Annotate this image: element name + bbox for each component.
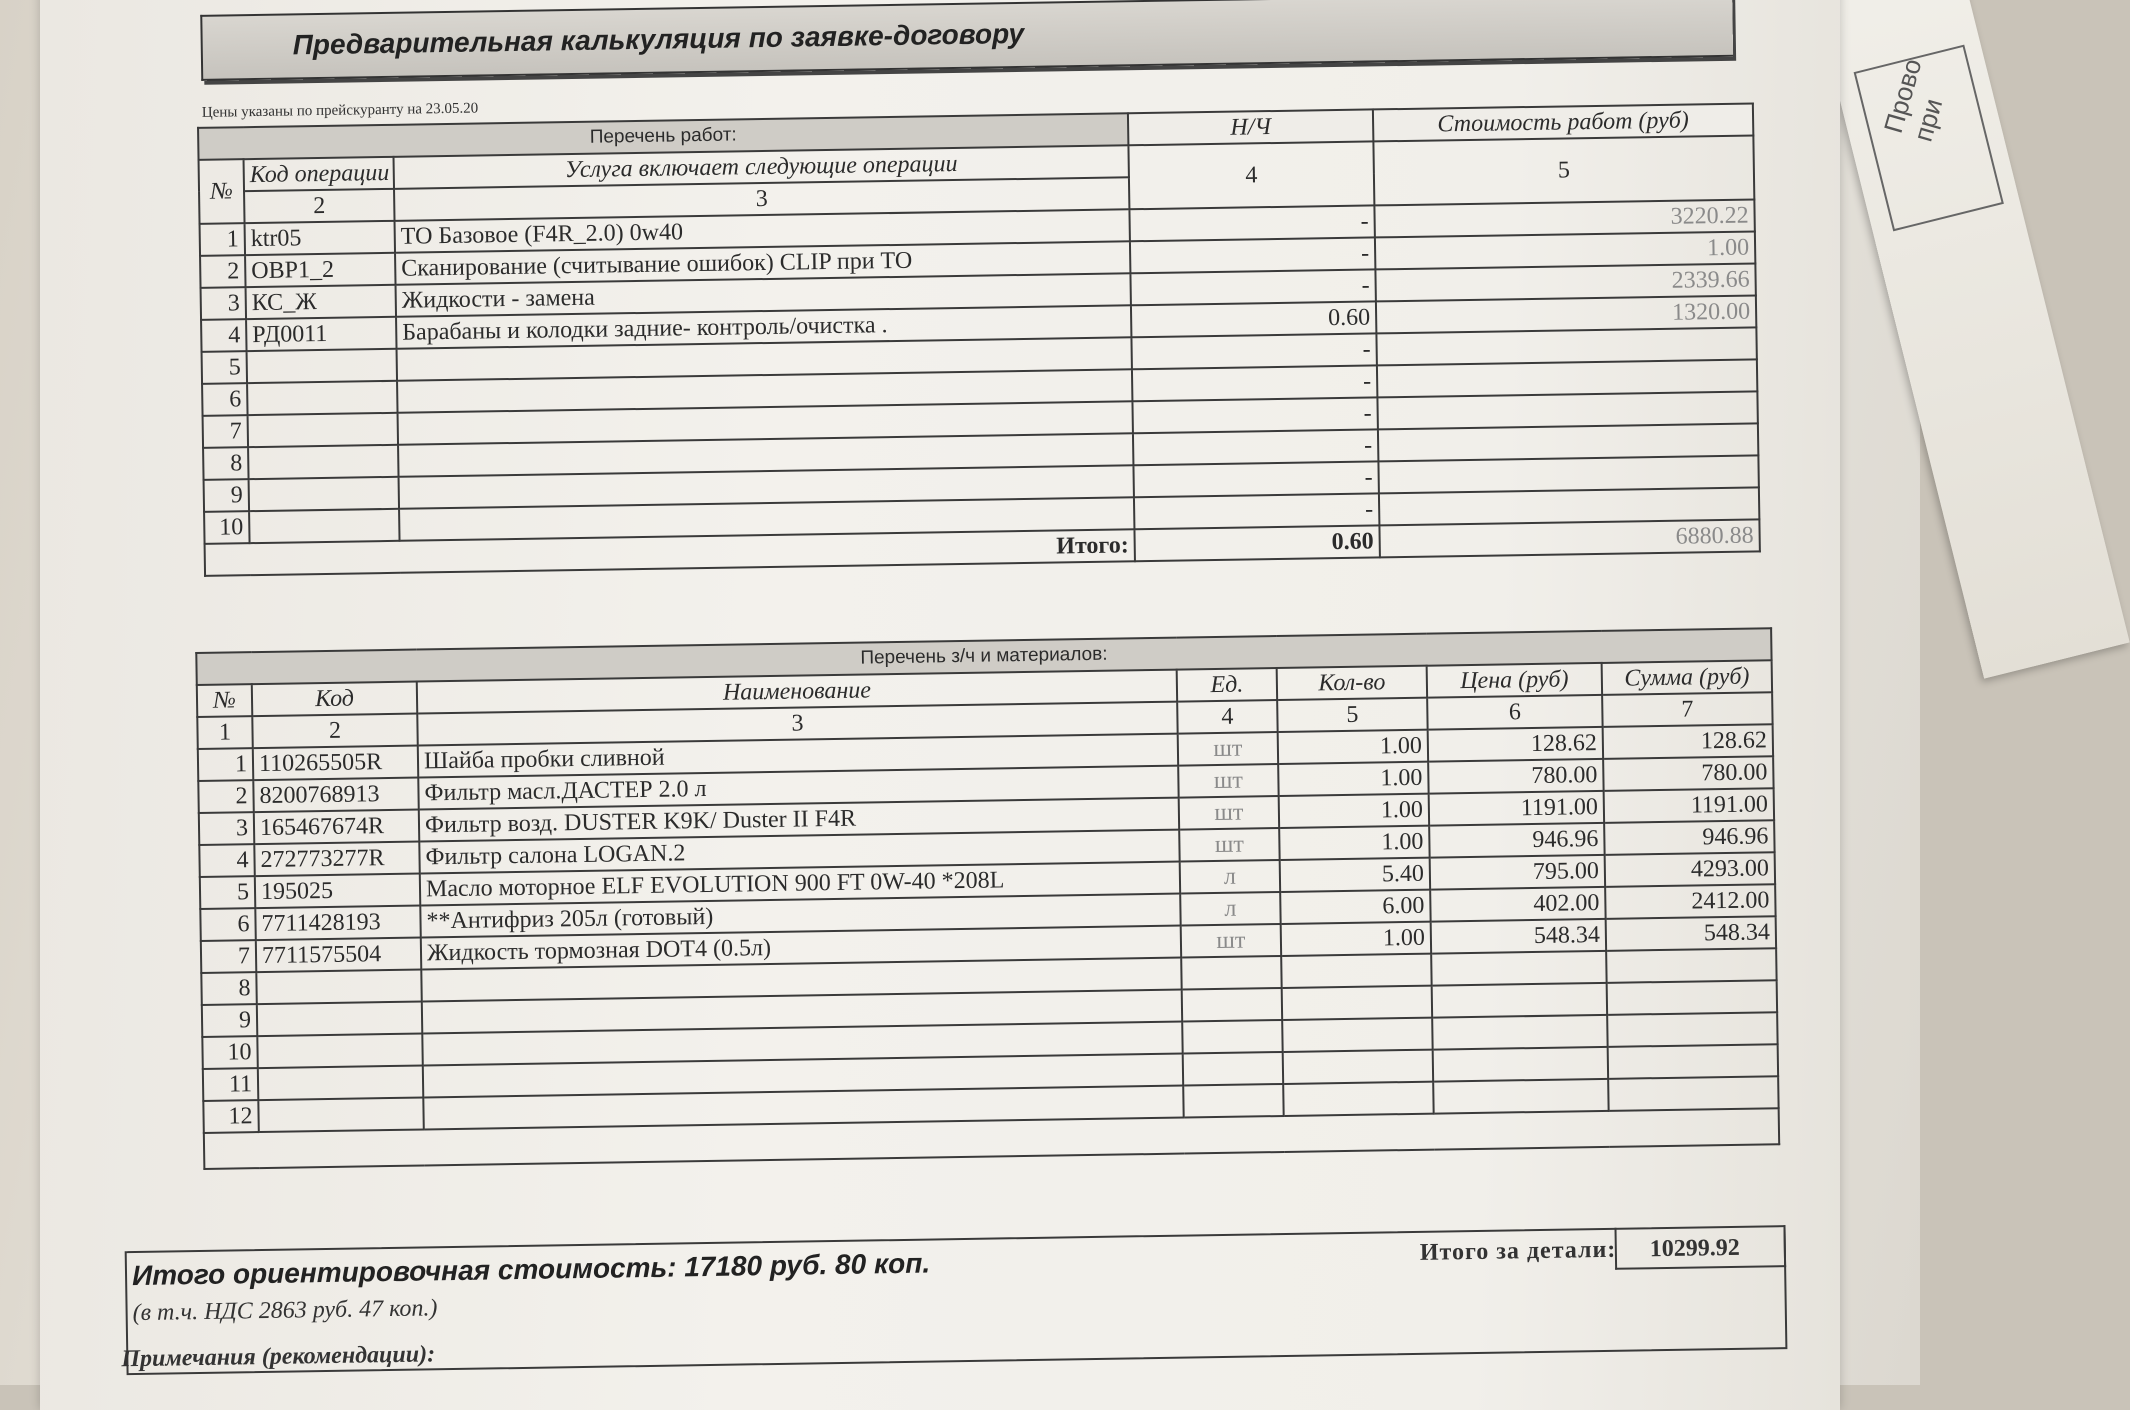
parts-row-code: [256, 970, 421, 1005]
parts-row-sum: [1608, 1076, 1779, 1111]
document-title: Предварительная калькуляция по заявке-договору: [292, 17, 1025, 61]
parts-row-price: 402.00: [1430, 887, 1605, 922]
parts-row-name: Шайба пробки сливной: [418, 734, 1178, 778]
parts-row-no: 12: [203, 1100, 258, 1133]
parts-colnum: 5: [1277, 698, 1427, 732]
parts-row-qty: 1.00: [1279, 826, 1429, 860]
parts-row-unit: шт: [1181, 924, 1281, 958]
works-header-cost: Стоимость работ (руб): [1373, 103, 1753, 141]
parts-row-unit: шт: [1179, 828, 1279, 862]
works-row-no: 4: [201, 319, 246, 352]
works-row-hours: -: [1131, 333, 1376, 369]
parts-row-sum: [1606, 948, 1777, 983]
parts-header-cell: Наименование: [417, 670, 1177, 714]
parts-row-no: 6: [200, 908, 255, 941]
parts-colnum: 7: [1602, 692, 1773, 727]
parts-row-price: [1433, 1047, 1608, 1082]
parts-row-sum: 128.62: [1603, 724, 1774, 759]
parts-row-unit: шт: [1179, 796, 1279, 830]
parts-section-title: Перечень з/ч и материалов:: [196, 628, 1771, 685]
parts-row-code: [258, 1097, 423, 1132]
works-row-hours: -: [1132, 397, 1377, 433]
works-colnum: 5: [1373, 135, 1754, 205]
parts-row-price: [1432, 1015, 1607, 1050]
works-row-code: ktr05: [245, 221, 395, 255]
parts-row-name: Фильтр салона LOGAN.2: [419, 830, 1179, 874]
parts-row-code: [258, 1065, 423, 1100]
parts-row-no: 3: [199, 812, 254, 845]
parts-row-qty: 1.00: [1281, 922, 1431, 956]
works-row-code: [249, 477, 399, 511]
parts-colnum: 6: [1427, 695, 1602, 730]
parts-row-code: 7711575504: [256, 938, 421, 973]
parts-row-sum: 1191.00: [1604, 788, 1775, 823]
works-row-no: 7: [203, 415, 248, 448]
parts-row-qty: 5.40: [1280, 858, 1430, 892]
works-row-name: ТО Базовое (F4R_2.0) 0w40: [395, 209, 1130, 253]
works-row-no: 10: [204, 511, 249, 544]
works-row-hours: -: [1132, 365, 1377, 401]
works-colnum: 3: [394, 177, 1129, 221]
parts-row-name: **Антифриз 205л (готовый): [420, 894, 1180, 938]
parts-row-price: [1433, 1079, 1608, 1114]
works-total-cost: 6880.88: [1379, 519, 1759, 557]
works-row-cost: 1.00: [1375, 231, 1755, 269]
parts-row-no: 5: [200, 876, 255, 909]
works-total-label: Итого:: [205, 529, 1135, 576]
works-row-hours: -: [1130, 269, 1375, 305]
works-row-code: КС_Ж: [246, 285, 396, 319]
parts-row-unit: [1183, 1052, 1283, 1086]
total-cost-text: Итого ориентировочная стоимость: 17180 руб. 80 коп.: [131, 1247, 931, 1292]
works-row-no: 9: [204, 479, 249, 512]
vat-text: (в т.ч. НДС 2863 руб. 47 коп.): [132, 1295, 438, 1327]
parts-colnum: 1: [197, 716, 252, 749]
works-header-code: Код операции: [244, 157, 394, 191]
parts-row-qty: [1282, 1018, 1432, 1052]
parts-row-unit: [1182, 1020, 1282, 1054]
works-row-cost: 3220.22: [1374, 199, 1754, 237]
works-row-code: [248, 413, 398, 447]
works-colnum: 2: [244, 189, 394, 223]
parts-row-price: 946.96: [1429, 823, 1604, 858]
works-row-hours: -: [1130, 237, 1375, 273]
works-header-no: №: [199, 159, 245, 224]
parts-row-sum: 4293.00: [1605, 852, 1776, 887]
parts-row-no: 9: [202, 1004, 257, 1037]
parts-row-code: [257, 1001, 422, 1036]
title-bar: [200, 0, 1733, 81]
parts-row-unit: шт: [1178, 732, 1278, 766]
works-row-cost: 2339.66: [1375, 263, 1755, 301]
works-row-hours: 0.60: [1131, 301, 1376, 337]
parts-row-no: 8: [201, 972, 256, 1005]
parts-total-label: Итого за детали:: [1419, 1236, 1617, 1266]
parts-row-price: 795.00: [1430, 855, 1605, 890]
works-row-hours: -: [1133, 461, 1378, 497]
works-table: [197, 102, 1761, 576]
works-row-code: [247, 381, 397, 415]
parts-row-sum: 2412.00: [1605, 884, 1776, 919]
works-row-name: Барабаны и колодки задние- контроль/очистка .: [396, 305, 1131, 349]
works-row-no: 8: [203, 447, 248, 480]
works-row-no: 6: [202, 383, 247, 416]
parts-row-code: 110265505R: [253, 746, 418, 781]
works-row-no: 5: [202, 351, 247, 384]
parts-row-no: 7: [201, 940, 256, 973]
works-header-service: Услуга включает следующие операции: [394, 145, 1129, 189]
works-row-no: 1: [200, 223, 245, 256]
parts-row-qty: [1283, 1082, 1433, 1116]
parts-row-sum: 548.34: [1606, 916, 1777, 951]
works-total-hours: 0.60: [1134, 525, 1379, 561]
parts-row-price: 780.00: [1428, 759, 1603, 794]
parts-row-price: [1432, 983, 1607, 1018]
parts-row-sum: 946.96: [1604, 820, 1775, 855]
parts-row-no: 2: [198, 780, 253, 813]
parts-rows: [198, 724, 1779, 1133]
works-section-title: Перечень работ:: [198, 113, 1128, 160]
parts-row-unit: [1182, 988, 1282, 1022]
parts-row-name: Масло моторное ELF EVOLUTION 900 FT 0W-40 *208L: [420, 862, 1180, 906]
parts-row-code: 165467674R: [254, 810, 419, 845]
parts-colnum: 2: [252, 714, 417, 749]
parts-header-cell: Сумма (руб): [1602, 660, 1773, 695]
parts-row-name: Жидкость тормозная DOT4 (0.5л): [421, 926, 1181, 970]
parts-row-price: 548.34: [1431, 919, 1606, 954]
works-row-no: 3: [201, 287, 246, 320]
parts-row-qty: 6.00: [1280, 890, 1430, 924]
parts-row-code: 272773277R: [254, 842, 419, 877]
parts-row-qty: 1.00: [1278, 762, 1428, 796]
parts-row-qty: [1281, 954, 1431, 988]
works-row-cost: 1320.00: [1376, 295, 1756, 333]
parts-row-sum: [1607, 1012, 1778, 1047]
works-header-hours: Н/Ч: [1128, 109, 1373, 145]
parts-row-no: 4: [199, 844, 254, 877]
parts-row-price: 128.62: [1428, 727, 1603, 762]
works-row-hours: -: [1133, 429, 1378, 465]
price-note: Цены указаны по прейскуранту на 23.05.20: [201, 100, 479, 121]
parts-row-unit: [1181, 956, 1281, 990]
parts-colnum: 3: [417, 702, 1177, 746]
parts-row-qty: [1283, 1050, 1433, 1084]
parts-row-sum: 780.00: [1603, 756, 1774, 791]
parts-row-code: 8200768913: [253, 778, 418, 813]
parts-row-qty: 1.00: [1279, 794, 1429, 828]
works-row-code: [249, 509, 399, 543]
parts-row-price: 1191.00: [1429, 791, 1604, 826]
works-row-hours: -: [1129, 205, 1374, 241]
parts-table: [195, 627, 1780, 1170]
parts-row-code: [257, 1033, 422, 1068]
parts-colnum: 4: [1177, 700, 1277, 734]
remarks-label: Примечания (рекомендации):: [121, 1341, 436, 1373]
parts-total-value: 10299.92: [1649, 1234, 1741, 1263]
parts-row-price: [1431, 951, 1606, 986]
works-row-no: 2: [200, 255, 245, 288]
works-row-code: [247, 349, 397, 383]
works-row-code: РД0011: [246, 317, 396, 351]
works-rows: [200, 199, 1760, 543]
side-page-text: Прово при: [1877, 55, 1949, 145]
parts-header-cell: Кол-во: [1277, 666, 1427, 700]
works-colnum: 4: [1128, 141, 1374, 209]
works-row-name: Жидкости - замена: [396, 273, 1131, 317]
parts-row-unit: л: [1180, 860, 1280, 894]
parts-row-name: Фильтр масл.ДАСТЕР 2.0 л: [418, 766, 1178, 810]
works-row-code: [248, 445, 398, 479]
parts-header-cell: Ед.: [1177, 668, 1277, 702]
parts-header-cell: Код: [252, 682, 417, 717]
parts-row-unit: л: [1180, 892, 1280, 926]
works-row-code: OBP1_2: [245, 253, 395, 287]
parts-row-qty: 1.00: [1278, 730, 1428, 764]
parts-row-qty: [1282, 986, 1432, 1020]
parts-header-cell: Цена (руб): [1427, 663, 1602, 698]
parts-row-unit: [1183, 1084, 1283, 1118]
parts-row-sum: [1608, 1044, 1779, 1079]
parts-row-name: Фильтр возд. DUSTER K9K/ Duster II F4R: [419, 798, 1179, 842]
parts-header-cell: №: [197, 684, 252, 717]
parts-row-no: 10: [202, 1036, 257, 1069]
parts-row-unit: шт: [1178, 764, 1278, 798]
works-row-name: Сканирование (считывание ошибок) CLIP при ТО: [395, 241, 1130, 285]
parts-row-no: 11: [203, 1068, 258, 1101]
works-row-hours: -: [1134, 493, 1379, 529]
parts-row-code: 195025: [255, 874, 420, 909]
parts-row-no: 1: [198, 748, 253, 781]
parts-row-sum: [1607, 980, 1778, 1015]
parts-row-code: 7711428193: [255, 906, 420, 941]
